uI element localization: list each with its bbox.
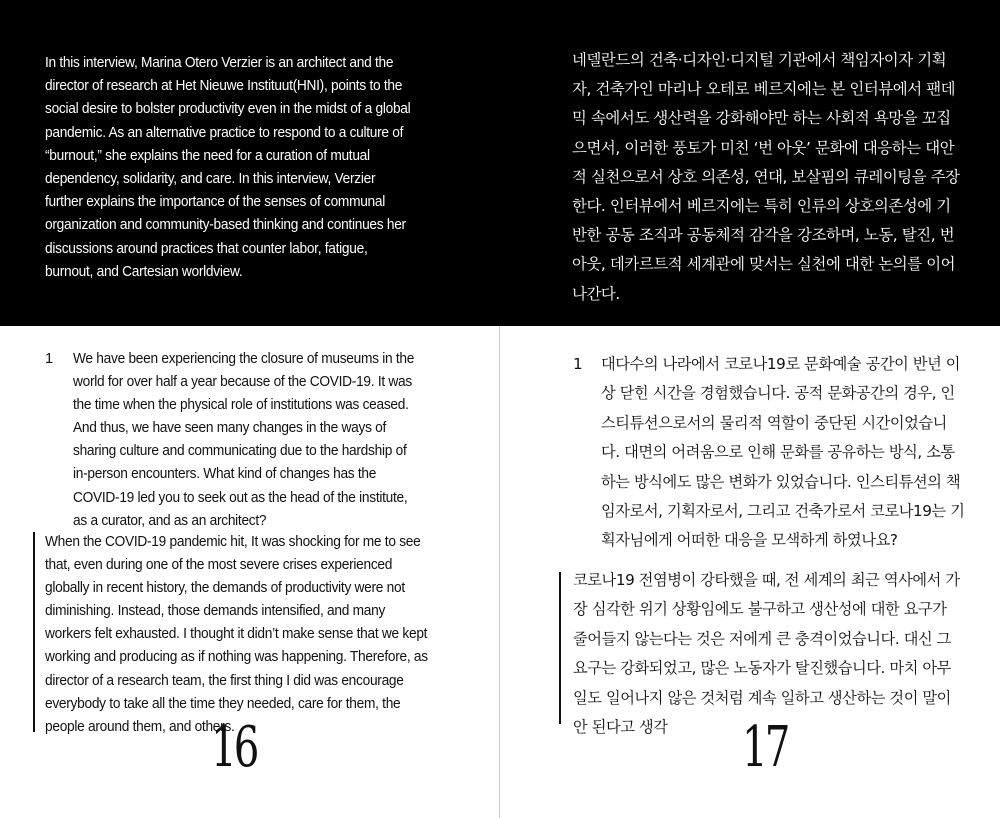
- answer-text-english: When the COVID-19 pandemic hit, It was shocking for me to see that, even during one of the most severe crises experienced globally in recent history, the demands of productivity were not diminishing. Instead, those demands intensified, and many workers felt exhausted. I thought it didn’t make sense that we kept working and producing as if nothing was happening. Therefore, as director of a research team, the first thing I did was encourage everybody to take all the time they needed, care for them, the people around them, and others.: [45, 534, 428, 735]
- intro-block-english: [0, 0, 500, 326]
- intro-text-korean: 네델란드의 건축·디자인·디지털 기관에서 책임자이자 기획자, 건축가인 마리나 오테로 베르지에는 본 인터뷰에서 팬데믹 속에서도 생산력을 강화해야만 하는 사회적 욕망을 꼬집으면서, 이러한 풍토가 미친 ‘번 아웃’ 문화에 대응하는 대안적 실천으로서 상호 의존성, 연대, 보살핌의 큐레이팅을 주장한다. 인터뷰에서 베르지에는 특히 인류의 상호의존성에 기반한 공동 조직과 공동체적 감각을 강조하며, 노동, 탈진, 번아웃, 데카르트적 세계관에 맞서는 실천에 대한 논의를 이어나간다.: [572, 51, 960, 303]
- page-number-left: 16: [211, 715, 257, 780]
- answer-margin-rule: [559, 572, 561, 724]
- question-text-english: We have been experiencing the closure of museums in the world for over half a year because of the COVID-19. It was the time when the physical role of institutions was ceased. And thus, we have seen many changes in the ways of sharing culture and communicating due to the hardship of in-person encounters. What kind of changes has the COVID-19 led you to seek out as the head of the institute, as a curator, and as an architect?: [73, 351, 415, 529]
- intro-text-english: In this interview, Marina Otero Verzier is an architect and the director of research at Het Nieuwe Instituut(HNI), points to the social desire to bolster productivity even in the midst of a global pandemic. As an alternative practice to respond to a culture of “burnout,” she explains the need for a curation of mutual dependency, solidarity, and care. In this interview, Verzier further explains the importance of the senses of communal organization and community-based thinking and continues her discussions around practices that counter labor, fatigue, burnout, and Cartesian worldview.: [45, 55, 411, 280]
- intro-block-korean: [500, 0, 1000, 326]
- answer-text-korean: 코로나19 전염병이 강타했을 때, 전 세계의 최근 역사에서 가장 심각한 위기 상황임에도 불구하고 생산성에 대한 요구가 줄어들지 않는다는 것은 저에게 큰 충격이었습니다. 대신 그 요구는 강화되었고, 많은 노동자가 탈진했습니다. 마치 아무 일도 일어나지 않은 것처럼 계속 일하고 생산하는 것이 말이 안 된다고 생각: [573, 571, 960, 737]
- question-number: 1: [573, 355, 583, 373]
- right-page: [500, 0, 1000, 818]
- page-gutter-divider: [499, 326, 500, 818]
- question-text-korean: 대다수의 나라에서 코로나19로 문화예술 공간이 반년 이상 닫힌 시간을 경험했습니다. 공적 문화공간의 경우, 인스티튜션으로서의 물리적 역할이 중단된 시간이었습니다. 대면의 어려움으로 인해 문화를 공유하는 방식, 소통하는 방식에도 많은 변화가 있었습니다. 인스티튜션의 책임자로서, 기획자로서, 그리고 건축가로서 코로나19는 기획자님에게 어떠한 대응을 모색하게 하였나요?: [601, 355, 965, 550]
- page-number-right: 17: [742, 715, 788, 780]
- question-number: 1: [45, 351, 53, 367]
- answer-margin-rule: [33, 532, 35, 732]
